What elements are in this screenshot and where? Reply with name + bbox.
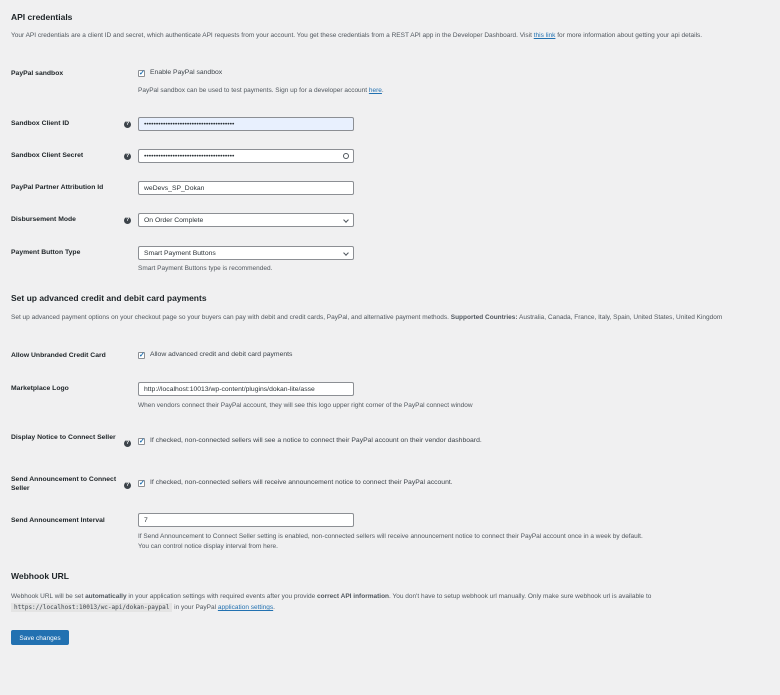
disbursement-help-icon[interactable]: ? — [125, 217, 130, 223]
client-id-help-icon[interactable]: ? — [125, 121, 130, 127]
unbranded-card-label: Allow Unbranded Credit Card — [11, 352, 106, 359]
webhook-text-2: in your application settings with required events after you provide — [126, 593, 318, 600]
display-notice-checkbox-label[interactable]: If checked, non-connected sellers will see a notice to connect their PayPal account on their vendor dashboard. — [150, 437, 482, 444]
advanced-card-description — [11, 313, 766, 323]
webhook-url-code: https://localhost:10013/wc-api/dokan-paypal — [11, 603, 172, 612]
marketplace-logo-input[interactable]: http://localhost:10013/wp-content/plugins/dokan-lite/asse — [138, 382, 354, 396]
display-notice-help-icon[interactable]: ? — [125, 440, 130, 446]
marketplace-logo-label: Marketplace Logo — [11, 385, 69, 392]
application-settings-link[interactable]: application settings — [217, 604, 274, 611]
payment-button-type-select[interactable]: Smart Payment Buttons — [138, 246, 354, 260]
send-announcement-checkbox-label[interactable]: If checked, non-connected sellers will receive announcement notice to connect their PayPal account. — [150, 479, 453, 486]
disbursement-mode-label: Disbursement Mode — [11, 216, 76, 223]
section-title-advanced-card: Set up advanced credit and debit card payments — [11, 293, 207, 303]
show-password-icon[interactable] — [343, 153, 349, 159]
sandbox-desc-text: PayPal sandbox can be used to test payments. Sign up for a developer account — [138, 87, 369, 94]
partner-attribution-label: PayPal Partner Attribution Id — [11, 184, 104, 191]
developer-account-link[interactable]: here — [368, 87, 382, 94]
api-desc-text: Your API credentials are a client ID and secret, which authenticate API requests from your account. You get these credentials from a REST API app in the Developer Dashboard. Visit — [11, 32, 534, 39]
sandbox-description — [138, 86, 778, 96]
enable-sandbox-checkbox[interactable] — [138, 70, 145, 77]
webhook-text-5: . — [273, 604, 275, 611]
client-secret-help-icon[interactable]: ? — [125, 153, 130, 159]
api-credentials-description — [11, 31, 766, 41]
api-details-link[interactable]: this link — [533, 32, 556, 39]
unbranded-card-checkbox-label[interactable]: Allow advanced credit and debit card payments — [150, 351, 293, 358]
webhook-bold-1: automatically — [85, 593, 127, 600]
sandbox-client-secret-label: Sandbox Client Secret — [11, 152, 84, 159]
interval-desc-line2: You can control notice display interval from here. — [138, 542, 278, 550]
supported-countries-label: Supported Countries: — [450, 314, 518, 321]
interval-desc-line1: If Send Announcement to Connect Seller setting is enabled, non-connected sellers will receive announcement notice to connect their PayPal account once in a week by default. — [138, 533, 643, 540]
display-notice-checkbox[interactable] — [138, 438, 145, 445]
send-announcement-checkbox[interactable] — [138, 480, 145, 487]
sandbox-client-id-label: Sandbox Client ID — [11, 120, 70, 127]
sandbox-client-secret-input[interactable] — [138, 149, 354, 163]
enable-sandbox-checkbox-label[interactable]: Enable PayPal sandbox — [150, 69, 223, 76]
send-announcement-help-icon[interactable]: ? — [125, 482, 130, 488]
webhook-bold-2: correct API information — [317, 593, 390, 600]
webhook-text-4: in your PayPal — [172, 604, 218, 611]
sandbox-client-id-input[interactable]: •••••••••••••••••••••••••••••••••••••• — [138, 117, 354, 131]
advanced-desc-text: Set up advanced payment options on your checkout page so your buyers can pay with debit and credit cards, PayPal, and alternative payment methods. — [11, 314, 451, 321]
send-announcement-label: Send Announcement to Connect Seller — [11, 476, 117, 492]
button-type-description: Smart Payment Buttons type is recommended. — [138, 265, 273, 272]
section-title-api-credentials: API credentials — [11, 12, 73, 22]
section-title-webhook: Webhook URL — [11, 571, 69, 581]
save-changes-button[interactable]: Save changes — [11, 630, 69, 645]
sandbox-desc-end: . — [381, 87, 384, 94]
partner-attribution-input[interactable]: weDevs_SP_Dokan — [138, 181, 354, 195]
announcement-interval-input[interactable]: 7 — [138, 513, 354, 527]
payment-button-type-label: Payment Button Type — [11, 249, 81, 256]
api-desc-text-end: for more information about getting your api details. — [555, 32, 703, 39]
announcement-interval-label: Send Announcement Interval — [11, 517, 105, 524]
client-secret-value: •••••••••••••••••••••••••••••••••••••• — [144, 153, 235, 160]
display-notice-label: Display Notice to Connect Seller — [11, 434, 116, 441]
unbranded-card-checkbox[interactable] — [138, 352, 145, 359]
paypal-sandbox-label: PayPal sandbox — [11, 70, 64, 77]
webhook-description — [11, 591, 766, 613]
disbursement-mode-select[interactable]: On Order Complete — [138, 213, 354, 227]
supported-countries-list: Australia, Canada, France, Italy, Spain, United States, United Kingdom — [517, 314, 723, 321]
announcement-interval-description — [138, 532, 778, 551]
marketplace-logo-description: When vendors connect their PayPal account, they will see this logo upper right corner of the PayPal connect window — [138, 402, 473, 409]
webhook-text-3: . You don't have to setup webhook url manually. Only make sure webhook url is available to — [389, 593, 652, 600]
webhook-text-1: Webhook URL will be set — [11, 593, 86, 600]
